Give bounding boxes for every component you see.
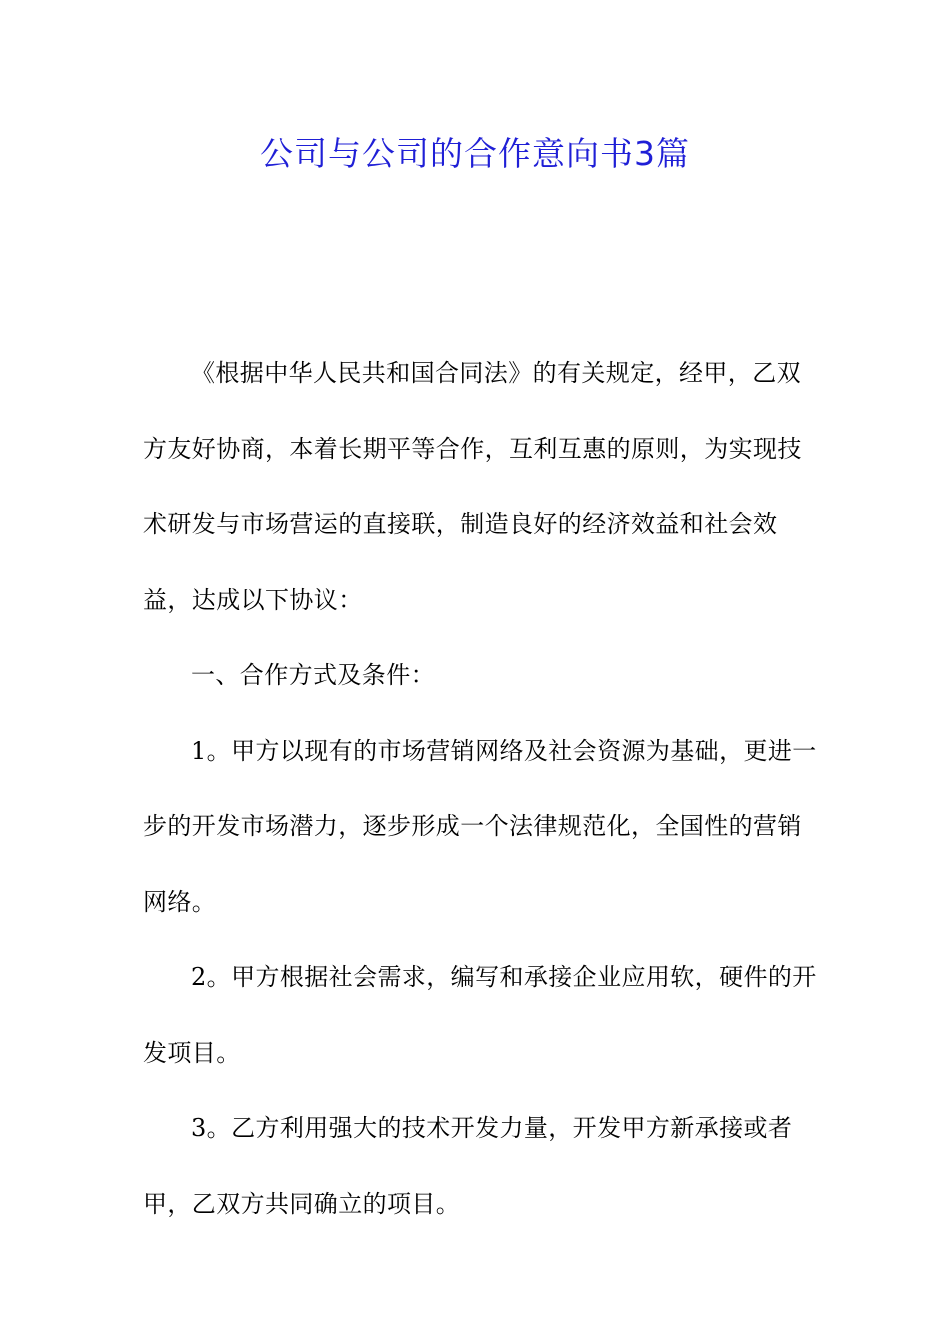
document-title: 公司与公司的合作意向书3篇 (260, 134, 690, 173)
paragraph-item-2: 2。甲方根据社会需求，编写和承接企业应用软，硬件的开发项目。 (143, 963, 817, 1067)
paragraph-intro: 《根据中华人民共和国合同法》的有关规定，经甲，乙双方友好协商，本着长期平等合作，互利互惠的原则，为实现技术研发与市场营运的直接联，制造良好的经济效益和社会效益，达成以下协议： (143, 359, 802, 614)
paragraph-section-heading: 一、合作方式及条件： (191, 661, 435, 689)
paragraph-item-1: 1。甲方以现有的市场营销网络及社会资源为基础，更进一步的开发市场潜力，逐步形成一个法律规范化，全国性的营销网络。 (143, 736, 817, 916)
paragraph-item-3: 3。乙方利用强大的技术开发力量，开发甲方新承接或者甲，乙双方共同确立的项目。 (143, 1114, 793, 1218)
document-body (143, 336, 823, 1242)
